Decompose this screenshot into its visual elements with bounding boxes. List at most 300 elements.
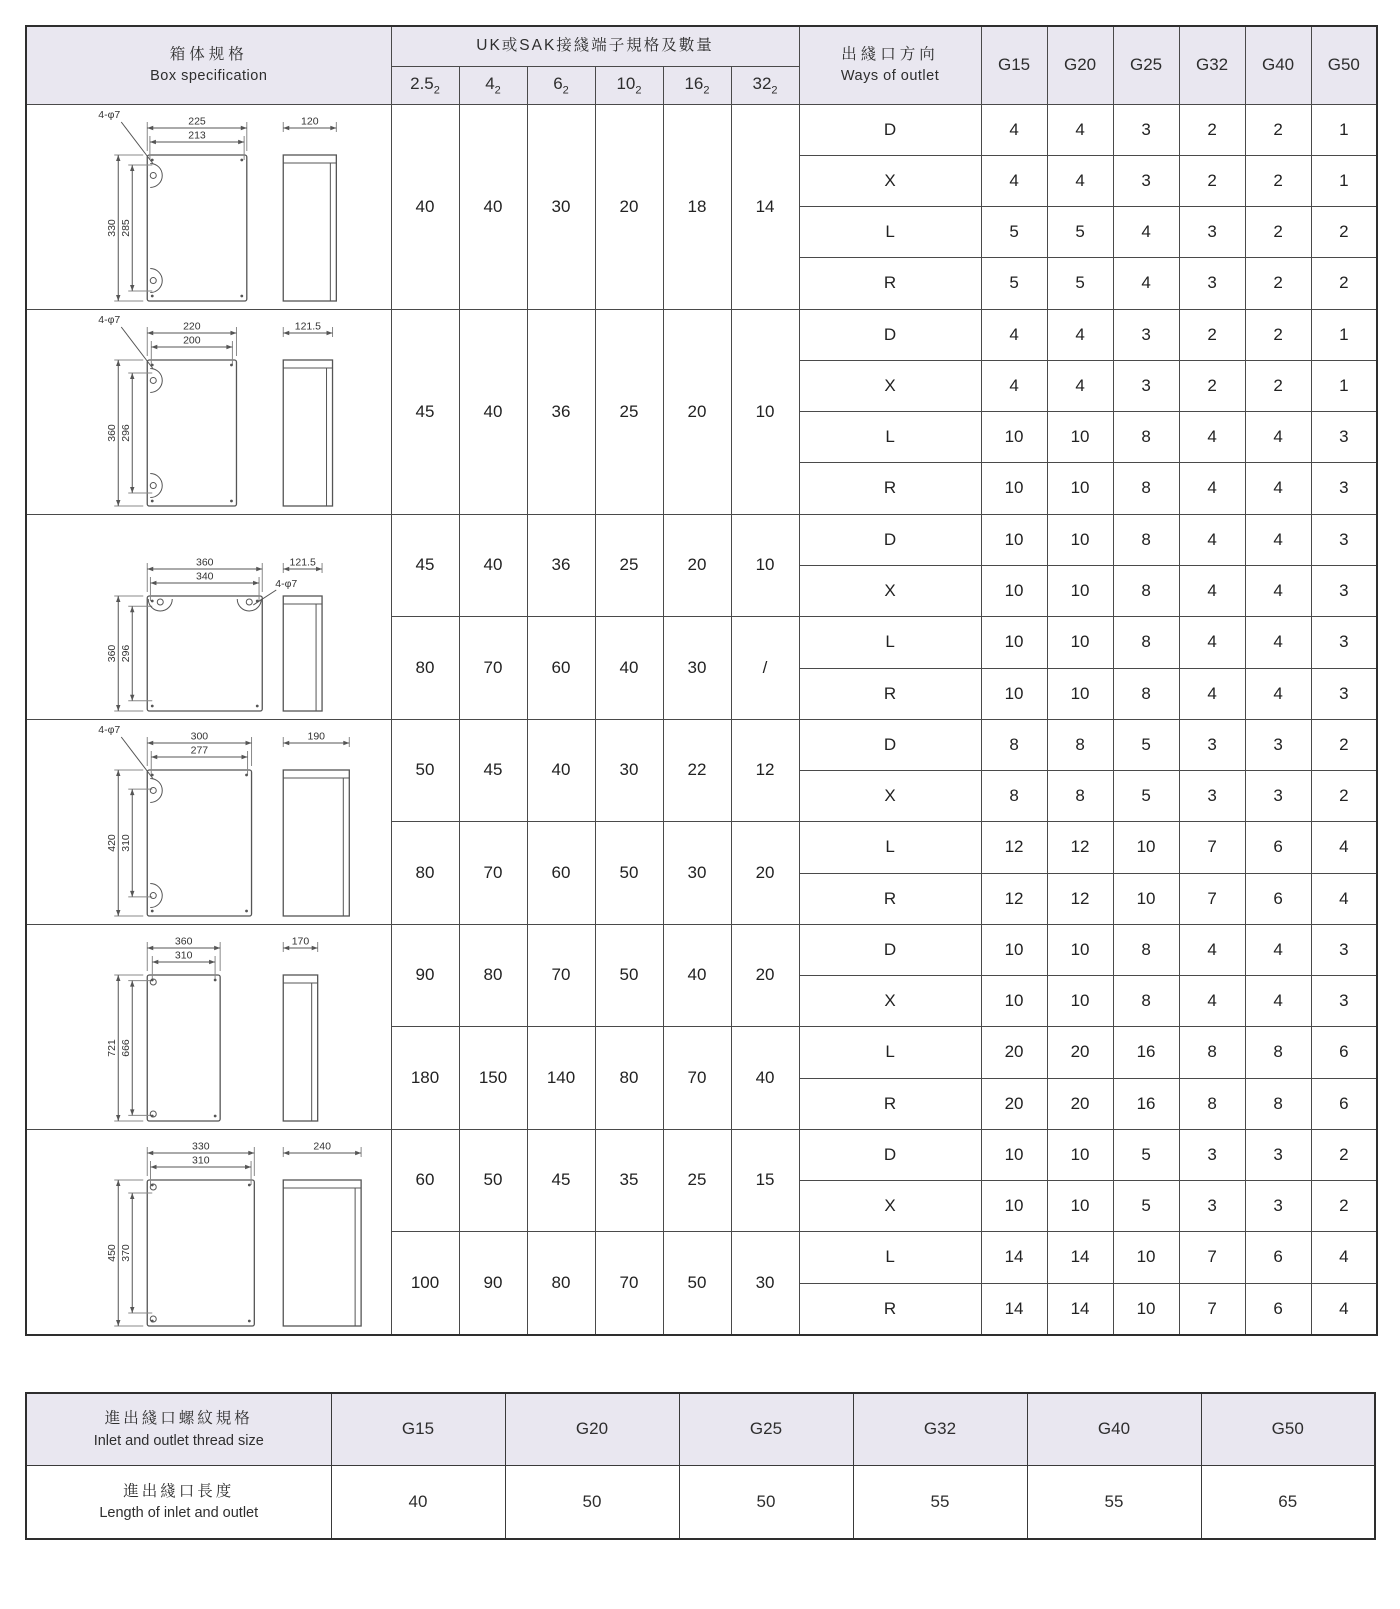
outlet-count-cell: 3 — [1245, 719, 1311, 770]
outlet-count-cell: 10 — [981, 616, 1047, 668]
outlet-direction-cell: R — [799, 668, 981, 719]
terminal-size-header: $10_2$ — [595, 66, 663, 104]
spec-row-group1-D — [26, 104, 1377, 155]
outlet-count-cell: 1 — [1311, 309, 1377, 360]
outlet-count-cell: 4 — [1311, 1231, 1377, 1284]
outlet-count-cell: 8 — [1245, 1078, 1311, 1129]
svg-text:360: 360 — [174, 935, 193, 947]
ways-of-outlet-header — [799, 26, 981, 104]
outlet-count-cell: 2 — [1311, 1129, 1377, 1180]
outlet-direction-cell: L — [799, 412, 981, 463]
terminal-count-cell: 50 — [595, 924, 663, 1026]
outlet-count-cell: 3 — [1311, 616, 1377, 668]
svg-text:285: 285 — [119, 218, 132, 237]
outlet-count-cell: 4 — [981, 360, 1047, 411]
terminal-count-cell: 15 — [731, 1129, 799, 1231]
outlet-count-cell: 10 — [981, 565, 1047, 616]
thread-size-value: G50 — [1201, 1393, 1375, 1466]
outlet-length-value: 40 — [331, 1466, 505, 1539]
terminal-count-cell: 30 — [595, 719, 663, 821]
outlet-count-cell: 5 — [1113, 719, 1179, 770]
outlet-count-cell: 7 — [1179, 873, 1245, 924]
outlet-count-cell: 16 — [1113, 1078, 1179, 1129]
terminal-count-cell: 20 — [731, 924, 799, 1026]
terminal-count-cell: 140 — [527, 1026, 595, 1129]
terminal-size-header: $6_2$ — [527, 66, 595, 104]
outlet-count-cell: 1 — [1311, 155, 1377, 206]
outlet-count-cell: 2 — [1179, 309, 1245, 360]
outlet-count-cell: 4 — [1245, 514, 1311, 565]
outlet-count-cell: 8 — [1113, 463, 1179, 514]
outlet-count-cell: 10 — [981, 668, 1047, 719]
outlet-count-cell: 3 — [1179, 1180, 1245, 1231]
outlet-count-cell: 8 — [1113, 975, 1179, 1026]
ways-header-zh: 出綫口方向 — [841, 45, 939, 63]
terminal-count-cell: 14 — [731, 104, 799, 309]
box-drawing-svg — [27, 720, 391, 924]
outlet-count-cell: 10 — [981, 412, 1047, 463]
thread-size-value: G15 — [331, 1393, 505, 1466]
svg-text:420: 420 — [105, 833, 118, 852]
outlet-count-cell: 14 — [981, 1231, 1047, 1284]
terminals-title-text: UK或SAK接綫端子規格及數量 — [476, 37, 714, 55]
outlet-count-cell: 8 — [1179, 1026, 1245, 1078]
outlet-count-cell: 4 — [1179, 412, 1245, 463]
outlet-length-value: 55 — [1027, 1466, 1201, 1539]
svg-text:296: 296 — [119, 423, 132, 442]
outlet-count-cell: 4 — [1311, 821, 1377, 873]
outlet-count-cell: 3 — [1179, 207, 1245, 258]
outlet-count-cell: 10 — [1113, 821, 1179, 873]
outlet-direction-cell: R — [799, 1078, 981, 1129]
svg-text:120: 120 — [301, 115, 319, 127]
outlet-count-cell: 6 — [1245, 1284, 1311, 1335]
box-drawing-svg — [27, 105, 391, 309]
svg-text:310: 310 — [174, 949, 193, 961]
box-drawing-cell — [26, 309, 391, 514]
svg-text:121.5: 121.5 — [289, 556, 316, 568]
terminal-count-cell: 80 — [391, 821, 459, 924]
svg-text:121.5: 121.5 — [294, 320, 322, 332]
terminal-count-cell: 40 — [731, 1026, 799, 1129]
g-column-header-g50: G50 — [1311, 26, 1377, 104]
box-drawing-svg — [27, 1130, 391, 1334]
outlet-count-cell: 4 — [1179, 565, 1245, 616]
outlet-count-cell: 4 — [1311, 1284, 1377, 1335]
outlet-length-label: 進出綫口長度 Length of inlet and outlet — [26, 1466, 331, 1539]
svg-text:4-φ7: 4-φ7 — [275, 577, 298, 590]
box-drawing-cell — [26, 719, 391, 924]
outlet-count-cell: 5 — [1113, 1180, 1179, 1231]
outlet-count-cell: 4 — [1311, 873, 1377, 924]
terminal-count-cell: 90 — [459, 1231, 527, 1335]
outlet-count-cell: 2 — [1311, 719, 1377, 770]
outlet-count-cell: 5 — [1047, 258, 1113, 309]
terminal-count-cell: 70 — [459, 821, 527, 924]
box-spec-header-zh: 箱体规格 — [169, 45, 248, 63]
outlet-count-cell: 10 — [1047, 514, 1113, 565]
outlet-count-cell: 6 — [1311, 1078, 1377, 1129]
outlet-count-cell: 4 — [1179, 514, 1245, 565]
outlet-count-cell: 10 — [1047, 1180, 1113, 1231]
outlet-count-cell: 3 — [1311, 924, 1377, 975]
outlet-count-cell: 4 — [1245, 668, 1311, 719]
outlet-count-cell: 10 — [981, 1129, 1047, 1180]
outlet-count-cell: 2 — [1179, 360, 1245, 411]
outlet-count-cell: 3 — [1179, 719, 1245, 770]
terminal-count-cell: 40 — [527, 719, 595, 821]
outlet-count-cell: 7 — [1179, 821, 1245, 873]
outlet-count-cell: 20 — [981, 1078, 1047, 1129]
svg-text:4-φ7: 4-φ7 — [98, 108, 121, 121]
outlet-count-cell: 4 — [1245, 412, 1311, 463]
terminal-count-cell: 30 — [663, 616, 731, 719]
outlet-count-cell: 3 — [1179, 1129, 1245, 1180]
outlet-count-cell: 8 — [1179, 1078, 1245, 1129]
svg-text:330: 330 — [105, 218, 118, 237]
outlet-count-cell: 8 — [1113, 668, 1179, 719]
outlet-length-value: 55 — [853, 1466, 1027, 1539]
outlet-count-cell: 3 — [1311, 565, 1377, 616]
g-column-header-g20: G20 — [1047, 26, 1113, 104]
terminal-count-cell: 60 — [527, 821, 595, 924]
outlet-count-cell: 10 — [981, 975, 1047, 1026]
outlet-direction-cell: R — [799, 258, 981, 309]
spec-row-group2-D — [26, 309, 1377, 360]
outlet-count-cell: 2 — [1245, 258, 1311, 309]
box-spec-header — [26, 26, 391, 104]
outlet-count-cell: 4 — [1179, 463, 1245, 514]
terminal-count-cell: 45 — [391, 514, 459, 616]
svg-text:213: 213 — [188, 129, 206, 141]
terminal-count-cell: 20 — [663, 309, 731, 514]
outlet-direction-cell: X — [799, 565, 981, 616]
outlet-count-cell: 2 — [1311, 258, 1377, 309]
terminal-count-cell: 80 — [459, 924, 527, 1026]
outlet-count-cell: 4 — [1179, 924, 1245, 975]
terminal-count-cell: 10 — [731, 309, 799, 514]
terminal-count-cell: 50 — [595, 821, 663, 924]
outlet-count-cell: 5 — [1113, 770, 1179, 821]
terminal-count-cell: 70 — [663, 1026, 731, 1129]
svg-text:220: 220 — [183, 320, 201, 332]
outlet-count-cell: 20 — [1047, 1026, 1113, 1078]
outlet-count-cell: 10 — [1047, 616, 1113, 668]
box-drawing-cell — [26, 924, 391, 1129]
outlet-count-cell: 3 — [1245, 1129, 1311, 1180]
outlet-count-cell: 4 — [981, 309, 1047, 360]
box-drawing-svg — [27, 515, 391, 719]
outlet-count-cell: 3 — [1245, 1180, 1311, 1231]
terminal-count-cell: 40 — [459, 104, 527, 309]
terminal-count-cell: 100 — [391, 1231, 459, 1335]
thread-size-value: G25 — [679, 1393, 853, 1466]
terminal-count-cell: 20 — [731, 821, 799, 924]
box-drawing-svg — [27, 925, 391, 1129]
terminal-count-cell: 35 — [595, 1129, 663, 1231]
svg-text:240: 240 — [313, 1140, 331, 1152]
terminal-count-cell: 50 — [459, 1129, 527, 1231]
terminals-title-header — [391, 26, 799, 66]
terminal-count-cell: 70 — [527, 924, 595, 1026]
svg-text:360: 360 — [195, 556, 214, 568]
thread-size-value: G40 — [1027, 1393, 1201, 1466]
terminal-size-header: $32_2$ — [731, 66, 799, 104]
outlet-count-cell: 1 — [1311, 360, 1377, 411]
outlet-count-cell: 4 — [1179, 975, 1245, 1026]
outlet-direction-cell: R — [799, 873, 981, 924]
terminal-count-cell: 150 — [459, 1026, 527, 1129]
terminal-count-cell: 40 — [459, 309, 527, 514]
terminal-count-cell: 25 — [663, 1129, 731, 1231]
outlet-count-cell: 6 — [1245, 873, 1311, 924]
outlet-count-cell: 6 — [1245, 1231, 1311, 1284]
outlet-direction-cell: R — [799, 1284, 981, 1335]
outlet-count-cell: 5 — [1047, 207, 1113, 258]
outlet-count-cell: 3 — [1311, 668, 1377, 719]
outlet-count-cell: 10 — [1113, 1231, 1179, 1284]
terminal-count-cell: 45 — [527, 1129, 595, 1231]
outlet-length-value: 50 — [505, 1466, 679, 1539]
outlet-count-cell: 6 — [1245, 821, 1311, 873]
outlet-count-cell: 4 — [1245, 616, 1311, 668]
terminal-count-cell: 60 — [527, 616, 595, 719]
outlet-count-cell: 10 — [1047, 668, 1113, 719]
outlet-count-cell: 2 — [1311, 207, 1377, 258]
terminal-count-cell: 80 — [391, 616, 459, 719]
outlet-direction-cell: L — [799, 821, 981, 873]
outlet-count-cell: 10 — [1113, 873, 1179, 924]
outlet-count-cell: 14 — [981, 1284, 1047, 1335]
outlet-count-cell: 2 — [1245, 207, 1311, 258]
outlet-count-cell: 10 — [1047, 565, 1113, 616]
outlet-direction-cell: L — [799, 1026, 981, 1078]
terminal-count-cell: 25 — [595, 309, 663, 514]
outlet-count-cell: 8 — [1047, 770, 1113, 821]
svg-text:310: 310 — [192, 1154, 210, 1166]
terminal-count-cell: / — [731, 616, 799, 719]
outlet-count-cell: 4 — [1113, 258, 1179, 309]
outlet-length-value: 65 — [1201, 1466, 1375, 1539]
outlet-count-cell: 3 — [1245, 770, 1311, 821]
svg-text:360: 360 — [105, 644, 118, 662]
outlet-count-cell: 10 — [981, 514, 1047, 565]
outlet-count-cell: 14 — [1047, 1231, 1113, 1284]
outlet-direction-cell: L — [799, 207, 981, 258]
outlet-count-cell: 4 — [1245, 975, 1311, 1026]
outlet-count-cell: 2 — [1245, 155, 1311, 206]
g-column-header-g40: G40 — [1245, 26, 1311, 104]
svg-text:200: 200 — [183, 334, 201, 346]
outlet-count-cell: 20 — [1047, 1078, 1113, 1129]
outlet-direction-cell: R — [799, 463, 981, 514]
outlet-count-cell: 2 — [1311, 770, 1377, 821]
outlet-direction-cell: L — [799, 616, 981, 668]
terminal-count-cell: 80 — [527, 1231, 595, 1335]
box-drawing-cell — [26, 514, 391, 719]
svg-text:360: 360 — [105, 423, 118, 442]
outlet-count-cell: 10 — [1047, 924, 1113, 975]
outlet-count-cell: 3 — [1179, 770, 1245, 821]
outlet-direction-cell: X — [799, 360, 981, 411]
outlet-count-cell: 10 — [981, 924, 1047, 975]
outlet-direction-cell: X — [799, 975, 981, 1026]
outlet-direction-cell: D — [799, 514, 981, 565]
spec-row-group6-D — [26, 1129, 1377, 1180]
outlet-count-cell: 4 — [1245, 924, 1311, 975]
outlet-count-cell: 8 — [981, 719, 1047, 770]
terminal-count-cell: 30 — [663, 821, 731, 924]
terminal-count-cell: 30 — [527, 104, 595, 309]
terminal-count-cell: 90 — [391, 924, 459, 1026]
terminal-count-cell: 60 — [391, 1129, 459, 1231]
outlet-direction-cell: X — [799, 1180, 981, 1231]
outlet-count-cell: 3 — [1311, 412, 1377, 463]
svg-text:721: 721 — [105, 1038, 118, 1057]
terminal-count-cell: 20 — [595, 104, 663, 309]
outlet-count-cell: 3 — [1179, 258, 1245, 309]
outlet-direction-cell: X — [799, 770, 981, 821]
outlet-count-cell: 2 — [1245, 104, 1311, 155]
svg-text:4-φ7: 4-φ7 — [98, 723, 121, 736]
outlet-count-cell: 3 — [1113, 155, 1179, 206]
terminal-count-cell: 180 — [391, 1026, 459, 1129]
outlet-count-cell: 12 — [981, 873, 1047, 924]
terminal-count-cell: 12 — [731, 719, 799, 821]
terminal-count-cell: 50 — [391, 719, 459, 821]
terminal-count-cell: 80 — [595, 1026, 663, 1129]
g-column-header-g32: G32 — [1179, 26, 1245, 104]
outlet-count-cell: 8 — [1245, 1026, 1311, 1078]
outlet-count-cell: 2 — [1245, 360, 1311, 411]
outlet-count-cell: 3 — [1113, 309, 1179, 360]
outlet-count-cell: 14 — [1047, 1284, 1113, 1335]
outlet-direction-cell: D — [799, 309, 981, 360]
terminal-count-cell: 18 — [663, 104, 731, 309]
outlet-count-cell: 2 — [1311, 1180, 1377, 1231]
svg-text:300: 300 — [190, 730, 209, 742]
outlet-direction-cell: D — [799, 924, 981, 975]
outlet-count-cell: 4 — [1047, 309, 1113, 360]
outlet-count-cell: 3 — [1311, 463, 1377, 514]
outlet-direction-cell: D — [799, 104, 981, 155]
outlet-count-cell: 8 — [1113, 514, 1179, 565]
box-drawing-cell — [26, 104, 391, 309]
outlet-count-cell: 12 — [1047, 873, 1113, 924]
terminal-count-cell: 36 — [527, 309, 595, 514]
outlet-count-cell: 16 — [1113, 1026, 1179, 1078]
outlet-count-cell: 2 — [1179, 155, 1245, 206]
svg-text:225: 225 — [188, 115, 206, 127]
spec-row-group3-D — [26, 514, 1377, 565]
svg-text:330: 330 — [192, 1140, 210, 1152]
terminal-count-cell: 22 — [663, 719, 731, 821]
svg-text:310: 310 — [119, 833, 132, 852]
thread-size-row — [26, 1393, 1375, 1466]
outlet-count-cell: 4 — [1245, 565, 1311, 616]
terminal-count-cell: 36 — [527, 514, 595, 616]
outlet-direction-cell: L — [799, 1231, 981, 1284]
outlet-count-cell: 4 — [981, 104, 1047, 155]
terminal-count-cell: 10 — [731, 514, 799, 616]
svg-text:450: 450 — [105, 1243, 118, 1262]
outlet-count-cell: 4 — [1245, 463, 1311, 514]
terminal-count-cell: 70 — [595, 1231, 663, 1335]
outlet-count-cell: 8 — [1047, 719, 1113, 770]
inlet-outlet-table — [25, 1392, 1376, 1540]
outlet-count-cell: 5 — [981, 258, 1047, 309]
ways-header-en: Ways of outlet — [840, 68, 940, 85]
outlet-count-cell: 10 — [1047, 412, 1113, 463]
outlet-count-cell: 4 — [981, 155, 1047, 206]
outlet-count-cell: 3 — [1311, 975, 1377, 1026]
outlet-count-cell: 8 — [1113, 616, 1179, 668]
outlet-length-row — [26, 1466, 1375, 1539]
thread-size-value: G20 — [505, 1393, 679, 1466]
terminal-size-header: $4_2$ — [459, 66, 527, 104]
g-column-header-g25: G25 — [1113, 26, 1179, 104]
svg-text:370: 370 — [119, 1243, 132, 1262]
main-spec-table — [25, 25, 1378, 1336]
outlet-count-cell: 4 — [1047, 155, 1113, 206]
outlet-count-cell: 4 — [1179, 668, 1245, 719]
terminal-size-header: $2.5_2$ — [391, 66, 459, 104]
outlet-count-cell: 12 — [981, 821, 1047, 873]
outlet-count-cell: 8 — [1113, 924, 1179, 975]
outlet-count-cell: 10 — [981, 463, 1047, 514]
outlet-count-cell: 2 — [1245, 309, 1311, 360]
thread-size-value: G32 — [853, 1393, 1027, 1466]
outlet-count-cell: 8 — [981, 770, 1047, 821]
terminal-count-cell: 40 — [663, 924, 731, 1026]
outlet-count-cell: 4 — [1047, 104, 1113, 155]
outlet-count-cell: 10 — [981, 1180, 1047, 1231]
terminal-count-cell: 40 — [459, 514, 527, 616]
outlet-count-cell: 5 — [1113, 1129, 1179, 1180]
outlet-count-cell: 10 — [1047, 1129, 1113, 1180]
svg-text:170: 170 — [291, 935, 310, 947]
box-spec-header-en: Box specification — [150, 68, 268, 85]
svg-text:340: 340 — [195, 570, 214, 582]
outlet-count-cell: 4 — [1113, 207, 1179, 258]
outlet-count-cell: 12 — [1047, 821, 1113, 873]
outlet-count-cell: 20 — [981, 1026, 1047, 1078]
outlet-direction-cell: X — [799, 155, 981, 206]
outlet-count-cell: 7 — [1179, 1231, 1245, 1284]
spec-row-group4-D — [26, 719, 1377, 770]
terminal-count-cell: 50 — [663, 1231, 731, 1335]
outlet-direction-cell: D — [799, 719, 981, 770]
g-column-header-g15: G15 — [981, 26, 1047, 104]
outlet-count-cell: 5 — [981, 207, 1047, 258]
terminal-count-cell: 70 — [459, 616, 527, 719]
outlet-count-cell: 6 — [1311, 1026, 1377, 1078]
terminal-count-cell: 45 — [459, 719, 527, 821]
outlet-count-cell: 2 — [1179, 104, 1245, 155]
box-drawing-cell — [26, 1129, 391, 1335]
box-drawing-svg — [27, 310, 391, 514]
outlet-count-cell: 10 — [1113, 1284, 1179, 1335]
svg-text:296: 296 — [119, 644, 132, 662]
svg-text:277: 277 — [190, 744, 209, 756]
terminal-count-cell: 40 — [595, 616, 663, 719]
terminal-size-header: $16_2$ — [663, 66, 731, 104]
terminal-count-cell: 20 — [663, 514, 731, 616]
svg-text:190: 190 — [307, 730, 326, 742]
outlet-count-cell: 8 — [1113, 412, 1179, 463]
outlet-count-cell: 4 — [1047, 360, 1113, 411]
svg-text:4-φ7: 4-φ7 — [98, 313, 121, 326]
